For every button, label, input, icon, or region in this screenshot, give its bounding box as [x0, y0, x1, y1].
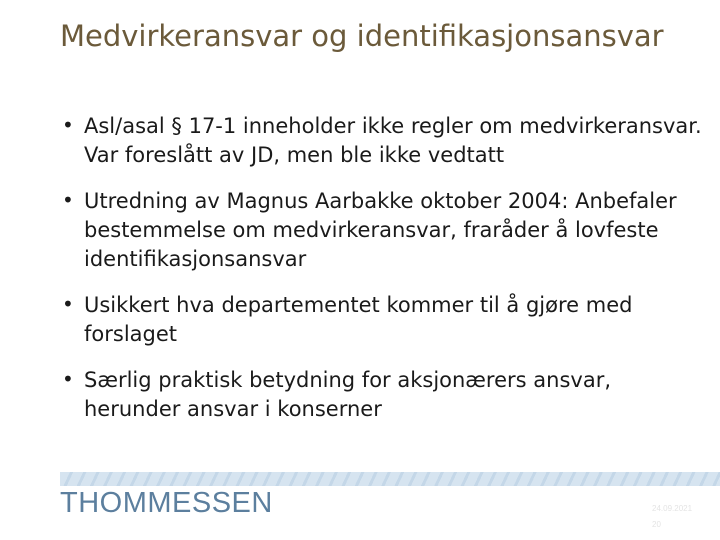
bullet-dot-icon: • [62, 188, 74, 212]
bullet-item [60, 291, 710, 349]
decorative-band [60, 472, 720, 486]
bullet-text: Usikkert hva departementet kommer til å gjøre med forslaget [84, 293, 633, 346]
bullet-item [60, 366, 710, 424]
bullet-item [60, 112, 710, 170]
page-number: 20 [652, 520, 661, 529]
slide-title: Medvirkeransvar og identifikasjonsansvar [60, 19, 664, 53]
bullet-dot-icon: • [62, 113, 74, 137]
bullet-dot-icon: • [62, 292, 74, 316]
bullet-text: Asl/asal § 17-1 inneholder ikke regler om medvirkeransvar. Var foreslått av JD, men ble ikke vedtatt [84, 114, 702, 167]
bullet-list [60, 112, 710, 441]
company-logo: THOMMESSEN [60, 487, 273, 519]
bullet-text: Utredning av Magnus Aarbakke oktober 2004: Anbefaler bestemmelse om medvirkeransvar, fraråder å lovfeste identifikasjonsansvar [84, 189, 677, 271]
footer-date: 24.09.2021 [652, 504, 693, 513]
bullet-dot-icon: • [62, 367, 74, 391]
bullet-text: Særlig praktisk betydning for aksjonærers ansvar, herunder ansvar i konserner [84, 368, 611, 421]
bullet-item [60, 187, 710, 274]
